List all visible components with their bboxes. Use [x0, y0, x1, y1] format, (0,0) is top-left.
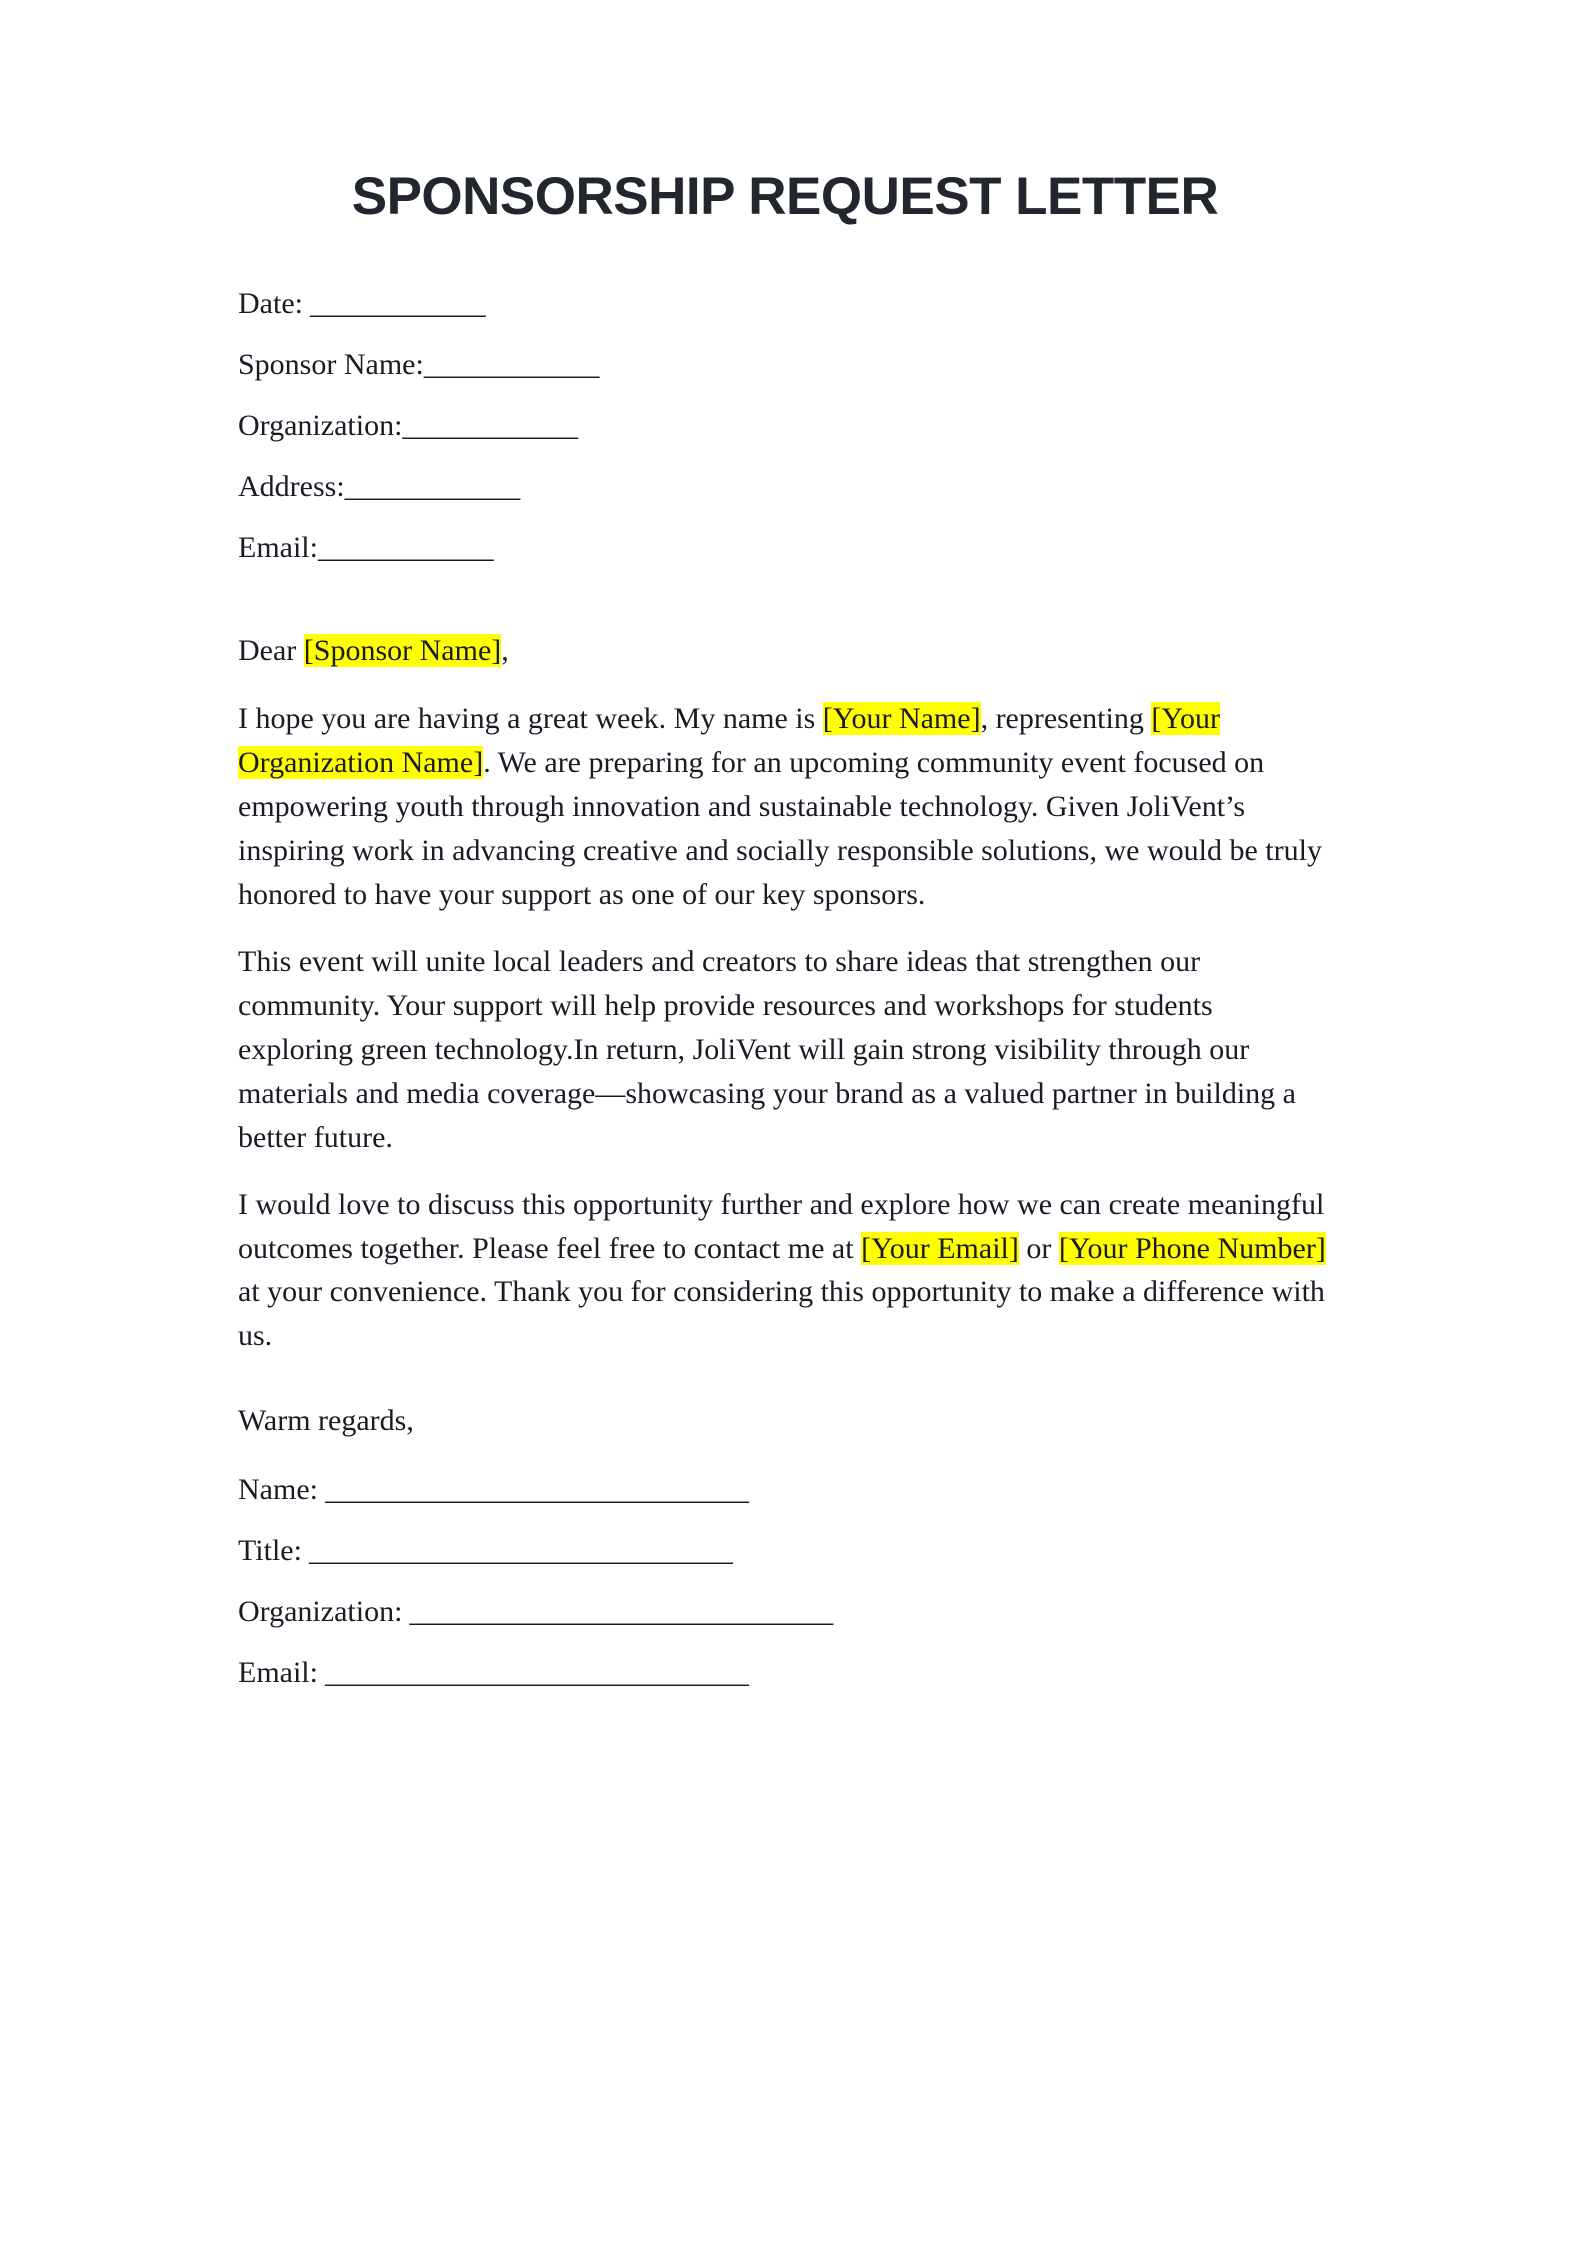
recipient-fields-block	[238, 289, 1332, 594]
sig-name-input-rule[interactable]: _____________________________	[317, 1473, 749, 1507]
closing-salutation: Warm regards,	[238, 1404, 414, 1438]
field-row-email	[238, 533, 1332, 594]
sig-email-input-rule[interactable]: _____________________________	[317, 1656, 749, 1690]
address-input-rule[interactable]: ____________	[344, 470, 520, 504]
email-input-rule[interactable]: ____________	[317, 531, 494, 565]
p3-segment-2: or	[1018, 1231, 1059, 1265]
placeholder-your-organization-name[interactable]: [Your Organization Name]	[238, 702, 1220, 780]
placeholder-your-email[interactable]: [Your Email]	[861, 1231, 1019, 1265]
page-title: SPONSORSHIP REQUEST LETTER	[351, 167, 1219, 226]
organization-input-rule[interactable]: ____________	[402, 409, 578, 443]
sponsor-name-input-rule[interactable]: ____________	[423, 348, 600, 382]
body-paragraph-2: This event will unite local leaders and creators to share ideas that strengthen our community. Your support will help provide resources and workshops for students exploring green technology.In return, JoliVent will gain strong visibility through our materials and media coverage—showcasing your brand as a valued partner in building a better future.	[238, 944, 1296, 1154]
p1-segment-1: I hope you are having a great week. My name is	[238, 702, 823, 736]
body-paragraph-1	[238, 697, 1332, 917]
sig-name-label: Name:	[238, 1473, 318, 1507]
sig-row-name	[238, 1475, 1332, 1536]
letter-content	[238, 168, 1332, 1719]
organization-label: Organization:	[238, 409, 403, 443]
salutation-line	[238, 629, 1332, 673]
salutation-suffix: ,	[501, 634, 509, 668]
field-row-sponsor-name	[238, 350, 1332, 411]
sig-title-input-rule[interactable]: _____________________________	[301, 1534, 733, 1568]
date-label: Date:	[238, 287, 303, 321]
placeholder-sponsor-name[interactable]: [Sponsor Name]	[303, 634, 502, 668]
sig-row-title	[238, 1536, 1332, 1597]
body-paragraph-3	[238, 1183, 1332, 1359]
sponsor-name-label: Sponsor Name:	[238, 348, 424, 382]
sig-title-label: Title:	[238, 1534, 302, 1568]
sig-organization-label: Organization:	[238, 1595, 403, 1629]
sig-organization-input-rule[interactable]: _____________________________	[402, 1595, 833, 1629]
p1-segment-3: . We are preparing for an upcoming community event focused on empowering youth through innovation and sustainable technology. Given JoliVent’s inspiring work in advancing creative and socially responsible solutions, we would be truly honored to have your support as one of our key sponsors.	[238, 746, 1322, 911]
sig-row-email	[238, 1658, 1332, 1719]
address-label: Address:	[238, 470, 345, 504]
placeholder-your-name[interactable]: [Your Name]	[822, 702, 981, 736]
sig-email-label: Email:	[238, 1656, 318, 1690]
salutation-prefix: Dear	[238, 634, 304, 668]
field-row-date	[238, 289, 1332, 350]
p3-segment-1: I would love to discuss this opportunity further and explore how we can create meaningful outcomes together. Please feel free to contact me at	[238, 1187, 1325, 1265]
placeholder-your-phone-number[interactable]: [Your Phone Number]	[1058, 1231, 1326, 1265]
signature-fields-block	[238, 1475, 1332, 1719]
date-input-rule[interactable]: ____________	[302, 287, 486, 321]
p1-segment-2: , representing	[980, 702, 1152, 736]
field-row-address	[238, 472, 1332, 533]
email-label: Email:	[238, 531, 318, 565]
p3-segment-3: at your convenience. Thank you for considering this opportunity to make a difference with us.	[238, 1275, 1325, 1353]
field-row-organization	[238, 411, 1332, 472]
sig-row-organization	[238, 1597, 1332, 1658]
